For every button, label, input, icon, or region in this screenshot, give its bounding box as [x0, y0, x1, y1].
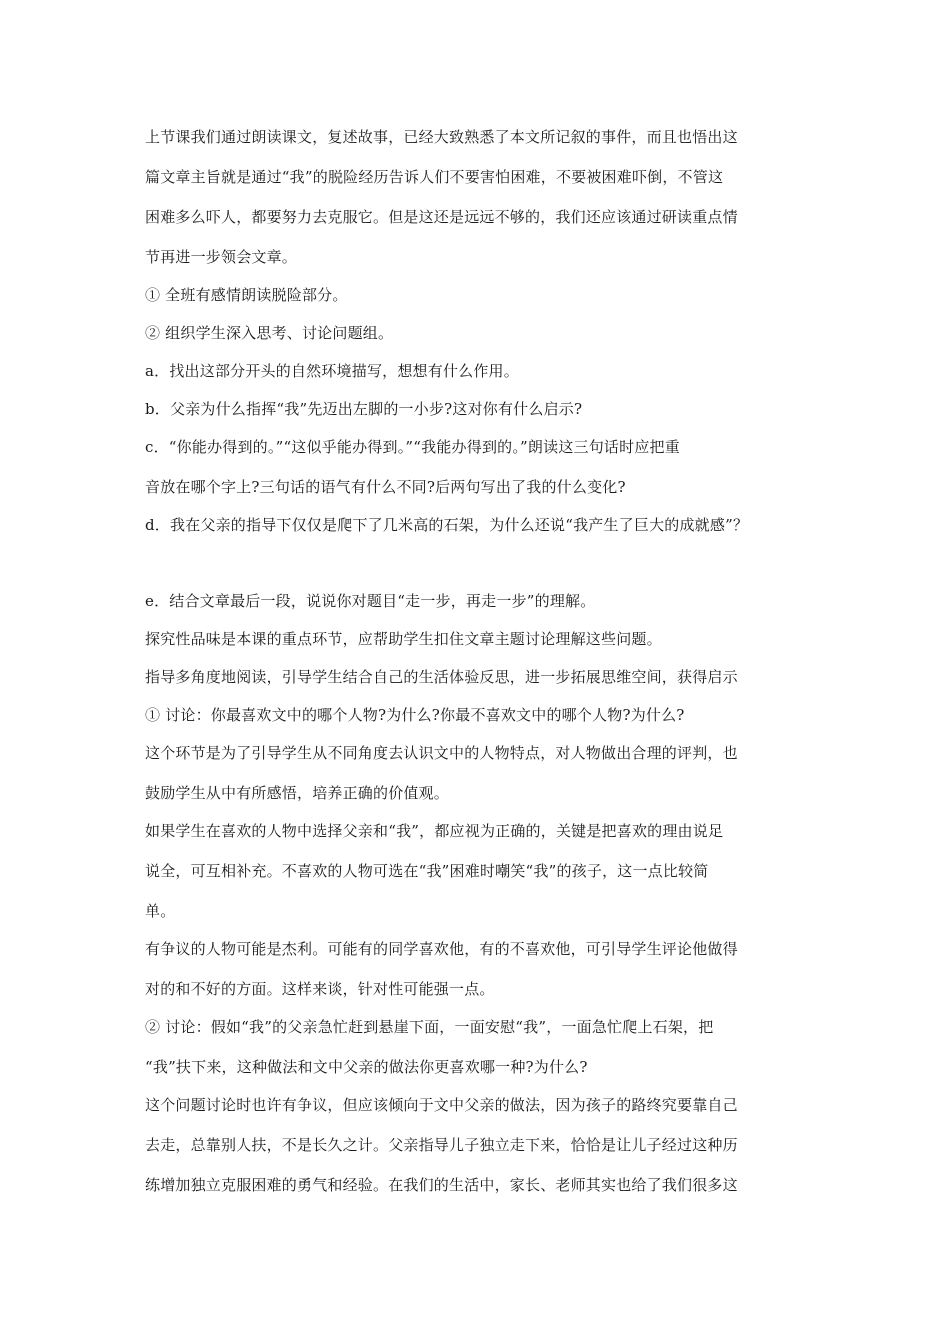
paragraph-line: 篇文章主旨就是通过“我”的脱险经历告诉人们不要害怕困难，不要被困难吓倒，不管这 [145, 168, 724, 186]
question-item: b．父亲为什么指挥“我”先迈出左脚的一小步?这对你有什么启示? [145, 400, 583, 418]
paragraph-line: 去走，总靠别人扶，不是长久之计。父亲指导儿子独立走下来，恰恰是让儿子经过这种历 [145, 1136, 738, 1154]
paragraph-line: 单。 [145, 902, 176, 920]
paragraph-line: 说全，可互相补充。不喜欢的人物可选在“我”困难时嘲笑“我”的孩子，这一点比较简 [145, 862, 709, 880]
paragraph-line: 节再进一步领会文章。 [145, 248, 298, 266]
paragraph-line: 上节课我们通过朗读课文，复述故事，已经大致熟悉了本文所记叙的事件，而且也悟出这 [145, 128, 738, 146]
list-item: ② 组织学生深入思考、讨论问题组。 [145, 324, 394, 342]
paragraph-line: 有争议的人物可能是杰利。可能有的同学喜欢他，有的不喜欢他，可引导学生评论他做得 [145, 940, 738, 958]
question-item: e．结合文章最后一段，说说你对题目“走一步，再走一步”的理解。 [145, 592, 596, 610]
paragraph-line: 鼓励学生从中有所感悟，培养正确的价值观。 [145, 784, 450, 802]
paragraph-line: 指导多角度地阅读，引导学生结合自己的生活体验反思，进一步拓展思维空间，获得启示 [145, 668, 738, 686]
paragraph-line: 这个环节是为了引导学生从不同角度去认识文中的人物特点，对人物做出合理的评判，也 [145, 744, 738, 762]
list-item-continued: “我”扶下来，这种做法和文中父亲的做法你更喜欢哪一种?为什么? [145, 1058, 588, 1076]
paragraph-line: 探究性品味是本课的重点环节，应帮助学生扣住文章主题讨论理解这些问题。 [145, 630, 662, 648]
question-item: a．找出这部分开头的自然环境描写，想想有什么作用。 [145, 362, 519, 380]
paragraph-line: 困难多么吓人，都要努力去克服它。但是这还是远远不够的，我们还应该通过研读重点情 [145, 208, 738, 226]
list-item: ① 全班有感情朗读脱险部分。 [145, 286, 348, 304]
paragraph-line: 对的和不好的方面。这样来谈，针对性可能强一点。 [145, 980, 495, 998]
paragraph-line: 练增加独立克服困难的勇气和经验。在我们的生活中，家长、老师其实也给了我们很多这 [145, 1176, 738, 1194]
list-item: ① 讨论：你最喜欢文中的哪个人物?为什么?你最不喜欢文中的哪个人物?为什么? [145, 706, 685, 724]
question-item: d．我在父亲的指导下仅仅是爬下了几米高的石架，为什么还说“我产生了巨大的成就感”？ [145, 516, 749, 534]
question-item-continued: 音放在哪个字上?三句话的语气有什么不同?后两句写出了我的什么变化? [145, 478, 626, 496]
paragraph-line: 这个问题讨论时也许有争议，但应该倾向于文中父亲的做法，因为孩子的路终究要靠自己 [145, 1096, 738, 1114]
list-item: ② 讨论：假如“我”的父亲急忙赶到悬崖下面，一面安慰“我”，一面急忙爬上石架，把 [145, 1018, 714, 1036]
paragraph-line: 如果学生在喜欢的人物中选择父亲和“我”，都应视为正确的，关键是把喜欢的理由说足 [145, 822, 724, 840]
question-item: c．“你能办得到的。”“这似乎能办得到。”“我能办得到的。”朗读这三句话时应把重 [145, 438, 680, 456]
